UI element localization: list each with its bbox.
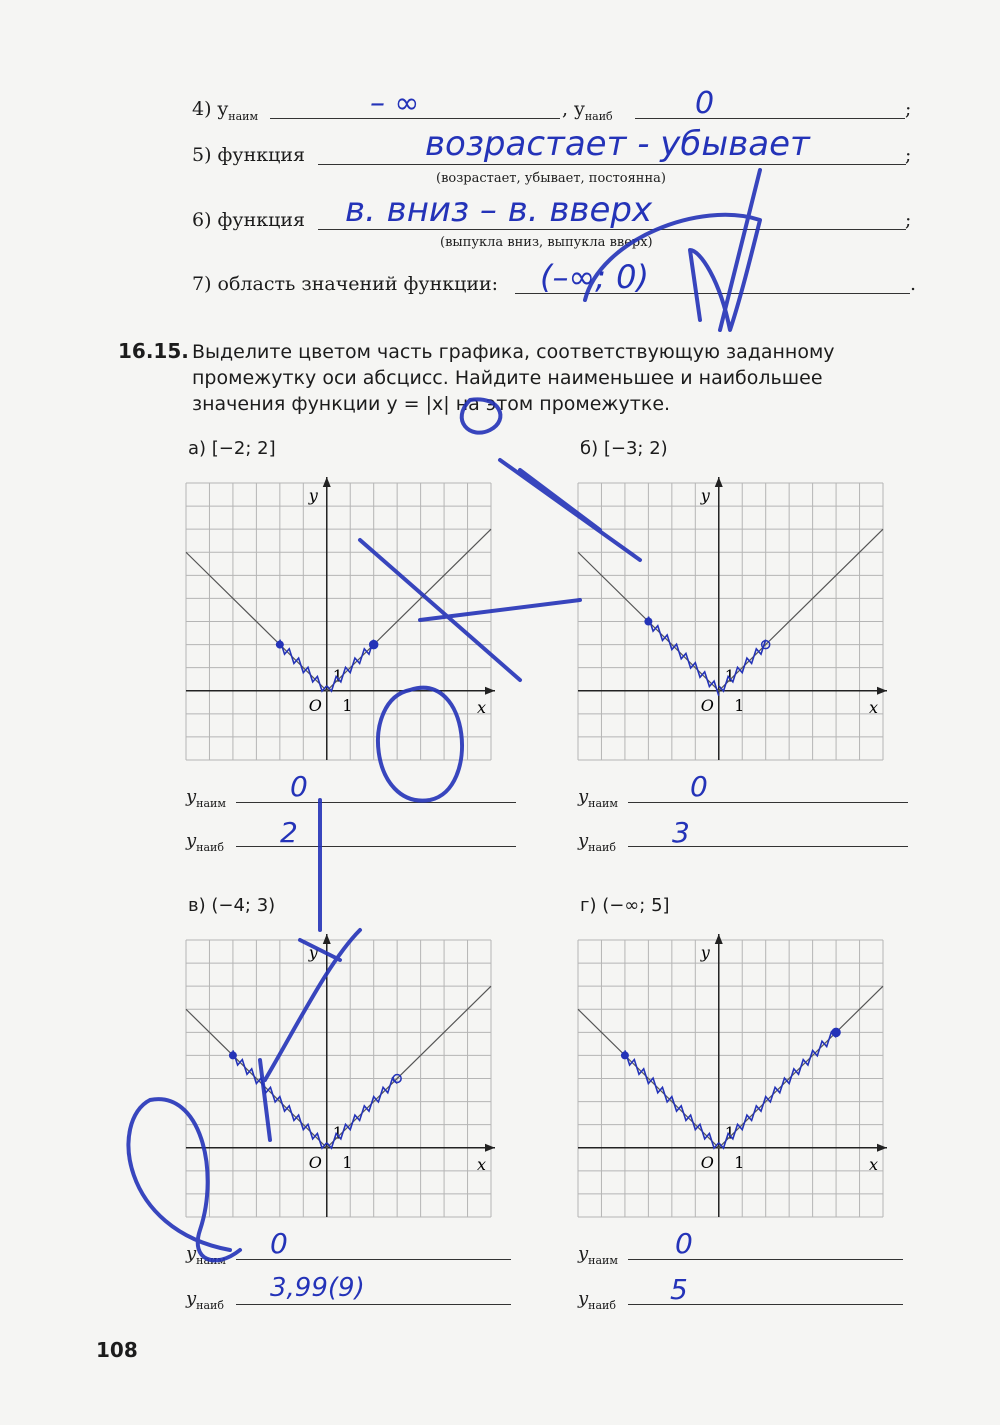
answer-5: возрастает - убывает [425, 124, 810, 164]
y-axis-label: y [700, 486, 710, 505]
part-d-label: г) (−∞; 5] [580, 895, 670, 916]
y-axis-arrow [323, 477, 331, 487]
origin-label: O [700, 695, 714, 715]
y-unit-label: 1 [332, 1123, 343, 1143]
answer-6: в. вниз – в. вверх [345, 190, 653, 230]
y-unit-label: 1 [332, 666, 343, 686]
interval-start-point [644, 618, 652, 626]
part-a-max-answer: 2 [280, 816, 298, 849]
part-a-min-answer: 0 [290, 770, 308, 803]
part-d-max-answer: 5 [670, 1273, 688, 1306]
y-unit-label: 1 [724, 1123, 735, 1143]
graph-a [186, 483, 491, 760]
grid [186, 483, 491, 760]
answer-4-min: – ∞ [370, 86, 420, 121]
grid [578, 483, 883, 760]
y-axis-arrow [715, 934, 723, 944]
part-c-min-answer: 0 [270, 1227, 288, 1260]
part-b-max-answer: 3 [672, 816, 690, 849]
y-axis-arrow [715, 477, 723, 487]
interval-end-point [832, 1028, 840, 1036]
y-axis-arrow [323, 934, 331, 944]
item-4: 4) $y_{наим}$ [192, 98, 259, 123]
x-unit-label: 1 [342, 1152, 353, 1172]
task-text: Выделите цветом часть графика, соответствующую заданному промежутку оси абсцисс. Найдите наименьшее и наибольшее значения функции y = |x| на этом промежутке. [192, 341, 835, 415]
part-a-max-label: $y_{наиб}$ [186, 830, 225, 854]
part-c-max-answer: 3,99(9) [270, 1273, 365, 1303]
x-unit-label: 1 [342, 695, 353, 715]
y-axis-label: y [308, 486, 318, 505]
page-number: 108 [96, 1338, 138, 1362]
highlight-segment [648, 617, 718, 696]
part-c-max-label: $y_{наиб}$ [186, 1288, 225, 1312]
x-axis-label: x [477, 1154, 487, 1174]
item-6: 6) функция [192, 209, 305, 231]
interval-start-point [621, 1051, 629, 1059]
interval-start-point [229, 1051, 237, 1059]
y-axis-label: y [700, 943, 710, 962]
graph-d [578, 940, 883, 1217]
graph-c [186, 940, 491, 1217]
grid [578, 940, 883, 1217]
item-4-max: , $y_{наиб}$ [562, 98, 613, 123]
x-axis-label: x [869, 1154, 879, 1174]
x-unit-label: 1 [734, 695, 745, 715]
origin-label: O [700, 1152, 714, 1172]
x-axis-arrow [485, 1144, 495, 1152]
task-number: 16.15. [118, 339, 189, 363]
x-axis-arrow [877, 687, 887, 695]
part-a-label: а) [−2; 2] [188, 438, 276, 459]
item-5-hint: (возрастает, убывает, постоянна) [436, 171, 666, 186]
item-4-end: ; [905, 98, 912, 120]
y-axis-label: y [308, 943, 318, 962]
item-5: 5) функция [192, 144, 305, 166]
answer-4-max: 0 [695, 86, 715, 121]
item-7: 7) область значений функции: [192, 273, 499, 295]
part-b-min-answer: 0 [690, 770, 708, 803]
part-a-min-label: $y_{наим}$ [186, 786, 226, 810]
part-d-min-answer: 0 [675, 1227, 693, 1260]
part-c-label: в) (−4; 3) [188, 895, 276, 916]
origin-label: O [308, 695, 322, 715]
x-axis-arrow [877, 1144, 887, 1152]
interval-start-point [276, 641, 284, 649]
item-6-hint: (выпукла вниз, выпукла вверх) [440, 235, 653, 250]
part-b-max-label: $y_{наиб}$ [578, 830, 617, 854]
part-c-min-label: $y_{наим}$ [186, 1243, 226, 1267]
part-b-label: б) [−3; 2) [580, 438, 668, 459]
grid [186, 940, 491, 1217]
x-axis-label: x [477, 697, 487, 717]
part-d-max-label: $y_{наиб}$ [578, 1288, 617, 1312]
graph-b [578, 483, 883, 760]
origin-label: O [308, 1152, 322, 1172]
y-unit-label: 1 [724, 666, 735, 686]
part-b-min-label: $y_{наим}$ [578, 786, 618, 810]
answer-7: (–∞; 0) [540, 258, 649, 296]
x-axis-arrow [485, 687, 495, 695]
x-unit-label: 1 [734, 1152, 745, 1172]
part-d-min-label: $y_{наим}$ [578, 1243, 618, 1267]
interval-end-point [370, 641, 378, 649]
x-axis-label: x [869, 697, 879, 717]
